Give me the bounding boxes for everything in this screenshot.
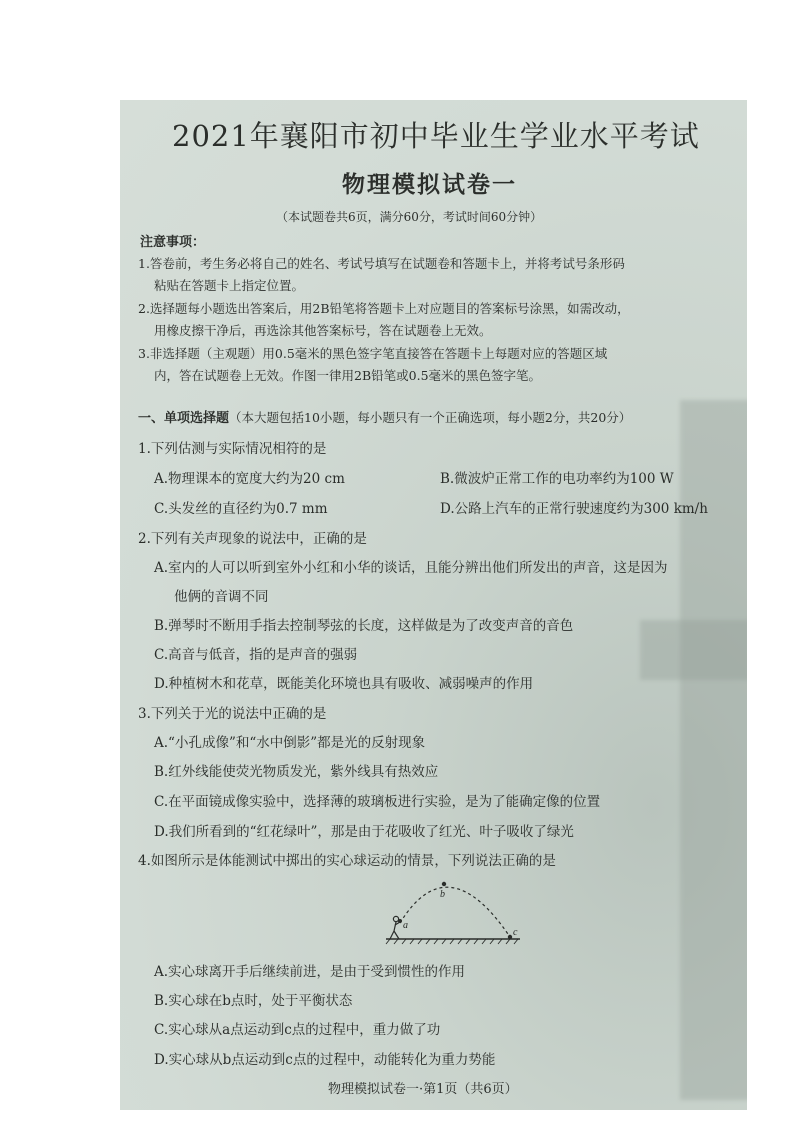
option-d: D.实心球从b点运动到c点的过程中，动能转化为重力势能 (154, 1052, 496, 1068)
notice-item: 用橡皮擦干净后，再选涂其他答案标号，答在试题卷上无效。 (154, 323, 492, 338)
option-a: A.实心球离开手后继续前进，是由于受到惯性的作用 (154, 964, 466, 980)
ground-hatching (386, 939, 518, 944)
notice-heading: 注意事项： (140, 235, 206, 250)
option-a-continued: 他俩的音调不同 (174, 589, 269, 605)
option-c: C.在平面镜成像实验中，选择薄的玻璃板进行实验，是为了能确定像的位置 (154, 794, 601, 810)
option-a: A.室内的人可以听到室外小红和小华的谈话，且能分辨出他们所发出的声音，这是因为 (154, 560, 668, 576)
notice-item: 粘贴在答题卡上指定位置。 (154, 278, 305, 293)
notice-item: 3.非选择题（主观题）用0.5毫米的黑色签字笔直接答在答题卡上每题对应的答题区域 (138, 346, 608, 361)
option-b: B.微波炉正常工作的电功率约为100 W (440, 471, 674, 487)
option-c: C.高音与低音，指的是声音的强弱 (154, 647, 358, 663)
question-stem: 4.如图所示是体能测试中掷出的实心球运动的情景，下列说法正确的是 (138, 853, 556, 869)
option-a: A.物理课本的宽度大约为20 cm (154, 471, 345, 487)
projectile-figure (378, 875, 528, 945)
option-b: B.红外线能使荧光物质发光，紫外线具有热效应 (154, 764, 439, 780)
option-d: D.种植树木和花草，既能美化环境也具有吸收、减弱噪声的作用 (154, 676, 534, 692)
section-description: （本大题包括10小题，每小题只有一个正确选项，每小题2分，共20分） (229, 410, 632, 425)
option-c: C.头发丝的直径约为0.7 mm (154, 501, 328, 517)
page-footer: 物理模拟试卷一·第1页（共6页） (328, 1082, 518, 1097)
notice-item: 1.答卷前，考生务必将自己的姓名、考试号填写在试题卷和答题卡上，并将考试号条形码 (138, 256, 625, 271)
question-stem: 2.下列有关声现象的说法中，正确的是 (138, 531, 367, 547)
ball-point-c (508, 935, 512, 939)
exam-info: （本试题卷共6页，满分60分，考试时间60分钟） (276, 210, 543, 224)
option-c: C.实心球从a点运动到c点的过程中，重力做了功 (154, 1022, 441, 1038)
label-b: b (440, 889, 445, 900)
ball-point-b (442, 882, 446, 886)
option-b: B.弹琴时不断用手指去控制琴弦的长度，这样做是为了改变声音的音色 (154, 618, 574, 634)
label-a: a (403, 920, 408, 931)
notice-item: 内，答在试题卷上无效。作图一律用2B铅笔或0.5毫米的黑色签字笔。 (154, 368, 542, 383)
option-b: B.实心球在b点时，处于平衡状态 (154, 993, 353, 1009)
exam-title: 2021年襄阳市初中毕业生学业水平考试 (172, 119, 700, 153)
section-heading: 一、单项选择题 (138, 411, 230, 426)
background-shadow (640, 620, 747, 680)
trajectory-path (400, 887, 510, 937)
notice-item: 2.选择题每小题选出答案后，用2B铅笔将答题卡上对应题目的答案标号涂黑，如需改动， (138, 301, 630, 316)
option-d: D.公路上汽车的正常行驶速度约为300 km/h (440, 501, 708, 517)
exam-page (120, 100, 747, 1110)
option-d: D.我们所看到的“红花绿叶”，那是由于花吸收了红光、叶子吸收了绿光 (154, 824, 574, 840)
paper-subtitle: 物理模拟试卷一 (342, 171, 517, 198)
question-stem: 3.下列关于光的说法中正确的是 (138, 706, 327, 722)
question-stem: 1.下列估测与实际情况相符的是 (138, 441, 327, 457)
label-c: c (513, 927, 518, 938)
ball-point-a (398, 919, 402, 923)
option-a: A.“小孔成像”和“水中倒影”都是光的反射现象 (154, 735, 426, 751)
